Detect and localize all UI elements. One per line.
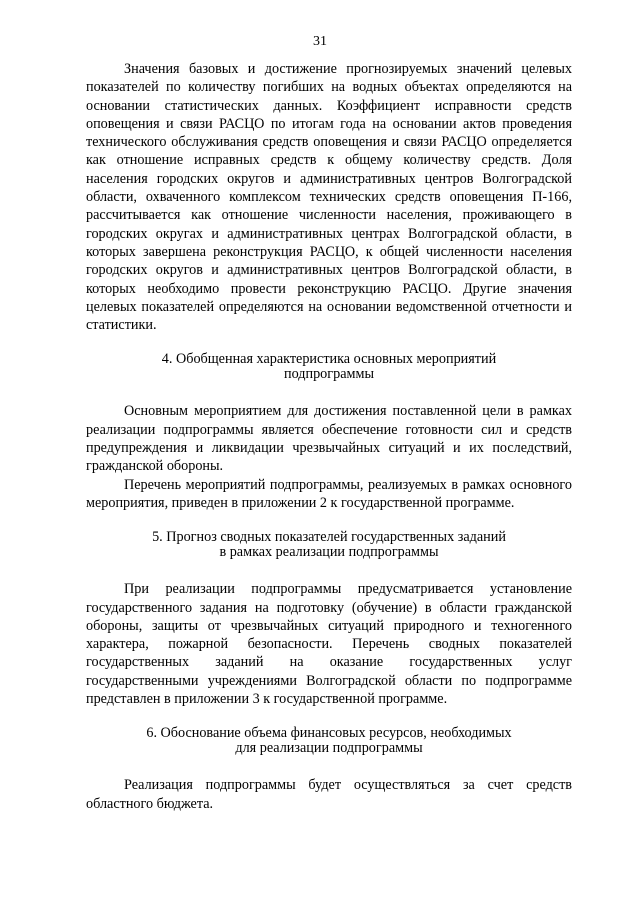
section-4-paragraph-2: Перечень мероприятий подпрограммы, реализуемых в рамках основного мероприятия, приведен в приложении 2 к государственной программе. bbox=[86, 476, 572, 511]
document-body bbox=[86, 60, 572, 813]
section-5-heading-line-2: в рамках реализации подпрограммы bbox=[219, 544, 439, 561]
section-6-paragraph-1: Реализация подпрограммы будет осуществляться за счет средств областного бюджета. bbox=[86, 777, 572, 812]
section-5-heading bbox=[86, 530, 572, 560]
section-4-heading bbox=[86, 352, 572, 382]
section-4-paragraph-1: Основным мероприятием для достижения поставленной цели в рамках реализации подпрограммы является обеспечение готовности сил и средств предупреждения и ликвидации чрезвычайных ситуаций и их последствий, гражданской обороны. bbox=[86, 403, 572, 475]
section-6-heading-line-1: 6. Обоснование объема финансовых ресурсов, необходимых bbox=[146, 725, 512, 742]
section-6-heading-line-2: для реализации подпрограммы bbox=[235, 740, 423, 757]
page-number: 31 bbox=[313, 34, 327, 49]
section-4-heading-line-1: 4. Обобщенная характеристика основных мероприятий bbox=[161, 351, 497, 368]
section-5-paragraph-1: При реализации подпрограммы предусматривается установление государственного задания на подготовку (обучение) в области гражданской обороны, защиты от чрезвычайных ситуаций природного и техногенного характера, пожарной безопасности. Перечень сводных показателей государственных заданий на оказание государственных услуг государственными учреждениями Волгоградской области по подпрограмме представлен в приложении 3 к государственной программе. bbox=[86, 581, 572, 708]
paragraph-indicators: Значения базовых и достижение прогнозируемых значений целевых показателей по количеству погибших на водных объектах определяются на основании статистических данных. Коэффициент исправности средств оповещения и связи РАСЦО по итогам года на основании актов проведения технического обслуживания средств оповещения и связи РАСЦО определяется как отношение исправных средств к общему количеству средств. Доля населения городских округов и административных центров Волгоградской области, охваченного комплексом технических средств оповещения П-166, рассчитывается как отношение численности населения, проживающего в городских округах и административных центрах Волгоградской области, в которых завершена реконструкция РАСЦО, к общей численности населения городских округов и административных центров Волгоградской области, в которых необходимо провести реконструкцию РАСЦО. Другие значения целевых показателей определяются на основании ведомственной отчетности и статистики. bbox=[86, 61, 572, 334]
section-4-heading-line-2: подпрограммы bbox=[284, 366, 374, 383]
section-5-heading-line-1: 5. Прогноз сводных показателей государственных заданий bbox=[152, 529, 506, 546]
section-6-heading bbox=[86, 726, 572, 756]
